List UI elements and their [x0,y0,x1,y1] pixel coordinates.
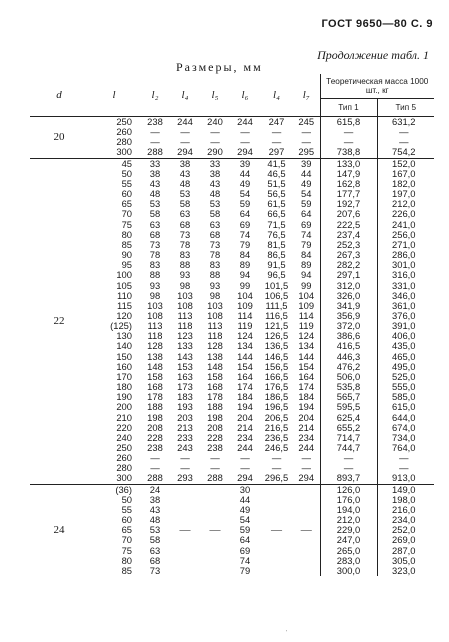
cell-l5: 33 38 43 48 53 58 63 68 73 78 83 88 93 98 103 108 113 118 128 138 148 158 168 178 188 198 208 228 238 — — 288 [200,158,230,484]
cell-l4: — [179,524,191,537]
col-header-l5: l₅ [200,74,230,117]
cell-l5: — [209,524,221,537]
cell-l6: 30 44 49 54 59 64 69 74 79 [239,483,251,576]
col-header-d: d [30,74,88,117]
cell-l2: 33 38 43 48 53 58 63 68 73 78 83 88 93 98 103 108 113 118 128 138 148 158 168 178 188 198 208 228 238 — — 288 [140,158,170,484]
table-row-d22 [30,158,434,484]
cell-mass-type5: 149,0 198,0 216,0 234,0 252,0 269,0 287,0 305,0 323,0 [392,483,416,576]
cell-mass-type1: 615,8 — — 738,8 [320,117,377,159]
cell-l4: 244 — — 294 [170,117,200,159]
cell-l5: 240 — — 290 [200,117,230,159]
cell-l7: 245 — — 295 [293,117,320,159]
col-header-type5: Тип 5 [377,99,434,117]
cell-mass-type5: 152,0 167,0 182,0 197,0 212,0 226,0 241,0 256,0 271,0 286,0 301,0 316,0 331,0 346,0 361,0 376,0 391,0 406,0 435,0 465,0 495,0 525,0 555,0 585,0 615,0 644,0 674,0 734,0 764,0 — — 913,0 [377,158,434,484]
cell-mass-type1: 133,0 147,9 162,8 177,7 192,7 207,6 222,5 237,4 252,3 267,3 282,2 297,1 312,0 326,0 341,9 356,9 372,0 386,6 416,5 446,3 476,2 506,0 535,8 565,7 595,5 625,4 655,2 714,7 744,7 — — 893,7 [320,158,377,484]
cell-l: 250 260 280 300 [88,117,140,159]
table-row-d24 [30,484,434,576]
cell-l2: 24 38 43 48 53 58 63 68 73 [149,483,161,576]
table-continuation-note: Продолжение табл. 1 [317,48,429,62]
col-header-l7: l₇ [293,74,320,117]
cell-l6: 244 — — 294 [230,117,260,159]
cell-l4-second: 41,5 46,5 51,5 56,5 61,5 66,5 71,5 76,5 81,5 86,5 91,5 96,5 101,5 106,5 111,5 116,5 121,5 126,5 136,5 146,5 156,5 166,5 176,5 186,5 196,5 206,5 216,5 236,5 246,5 — — 296,5 [260,158,293,484]
dimensions-caption: Размеры, мм [176,60,263,74]
cell-d: 24 [53,524,65,537]
col-header-type1: Тип 1 [320,99,377,117]
dimensions-table [30,74,434,576]
cell-d: 22 [30,158,88,484]
col-header-l2: l₂ [140,74,170,117]
document-header: ГОСТ 9650—80 С. 9 [321,18,433,30]
col-header-l6: l₆ [230,74,260,117]
cell-mass-type5: 631,2 — — 754,2 [377,117,434,159]
cell-l: (36) 50 55 60 65 70 75 80 85 [115,483,132,576]
cell-l: 45 50 55 60 65 70 75 80 85 90 95 100 105 110 115 120 (125) 130 140 150 160 170 180 190 200 210 220 240 250 260 280 300 [88,158,140,484]
col-header-l: l [88,74,140,117]
cell-l7: — [300,524,312,537]
cell-l7: 39 44 49 54 59 64 69 74 79 84 89 94 99 104 109 114 119 124 134 144 154 164 174 184 194 204 214 234 244 — — 294 [293,158,320,484]
col-header-l4: l₄ [170,74,200,117]
col-header-l4-second: l₄ [260,74,293,117]
table-row-d20 [30,117,434,159]
cell-l4-second: — [271,524,282,537]
page-mark: ' [286,630,288,636]
cell-d: 20 [30,117,88,159]
col-header-mass: Теоретическая масса 1000 шт., кг [320,74,434,99]
cell-l4-second: 247 — — 297 [260,117,293,159]
cell-l4: 38 43 48 53 58 63 68 73 78 83 88 93 98 103 108 113 118 123 133 143 153 163 173 183 193 203 213 233 243 — — 293 [170,158,200,484]
cell-mass-type1: 126,0 176,0 194,0 212,0 229,0 247,0 265,0 283,0 300,0 [320,484,377,576]
cell-l2: 238 — — 288 [140,117,170,159]
cell-l6: 39 44 49 54 59 64 69 74 79 84 89 94 99 104 109 114 119 124 134 144 154 164 174 184 194 204 214 234 244 — — 294 [230,158,260,484]
